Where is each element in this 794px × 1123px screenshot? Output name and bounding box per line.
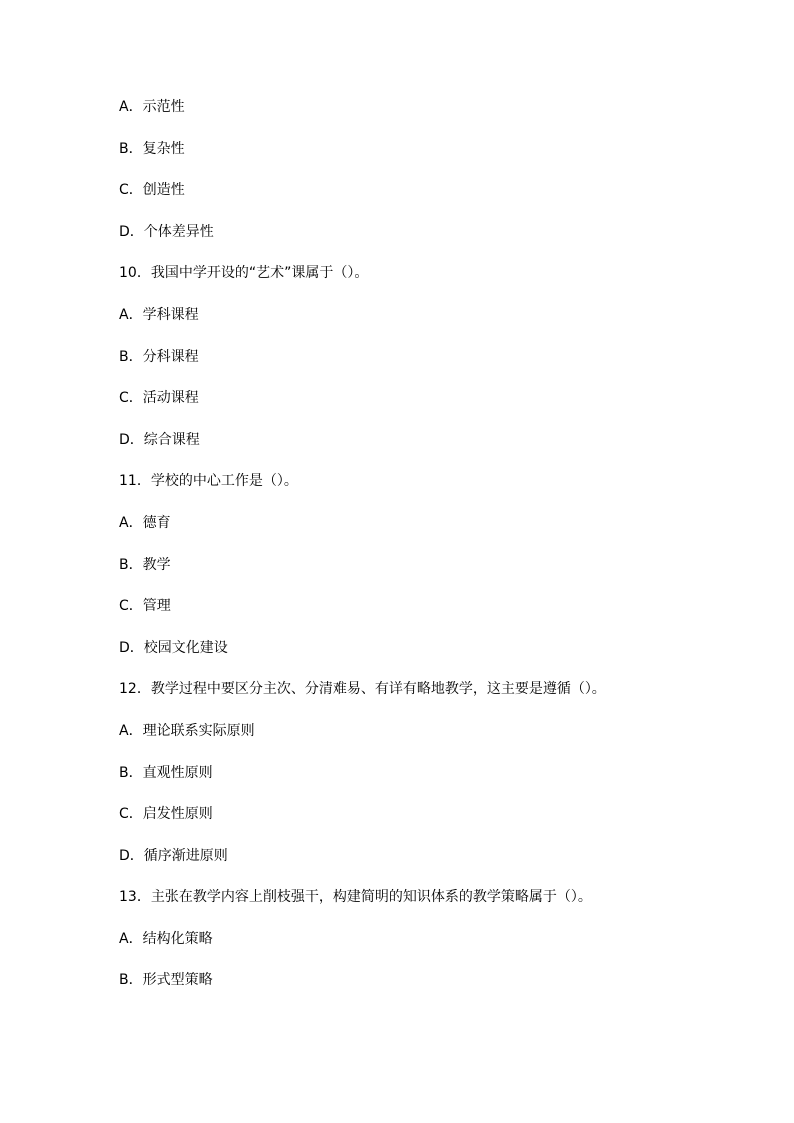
option-10d: D．综合课程 bbox=[119, 431, 200, 448]
option-9c: C．创造性 bbox=[119, 182, 185, 199]
question-12: 12．教学过程中要区分主次、分清难易、有详有略地教学，这主要是遵循（）。 bbox=[119, 681, 606, 698]
option-12b: B．直观性原则 bbox=[119, 764, 213, 781]
option-9b: B．复杂性 bbox=[119, 140, 185, 157]
option-11b: B．教学 bbox=[119, 556, 171, 573]
option-12d: D．循序渐进原则 bbox=[119, 847, 228, 864]
option-12a: A．理论联系实际原则 bbox=[119, 722, 255, 739]
question-11: 11．学校的中心工作是（）。 bbox=[119, 473, 298, 490]
question-13: 13．主张在教学内容上削枝强干，构建简明的知识体系的教学策略属于（）。 bbox=[119, 889, 592, 906]
option-12c: C．启发性原则 bbox=[119, 806, 213, 823]
question-10: 10．我国中学开设的“艺术”课属于（）。 bbox=[119, 265, 369, 282]
question-list bbox=[119, 97, 606, 1012]
option-13a: A．结构化策略 bbox=[119, 930, 213, 947]
option-11c: C．管理 bbox=[119, 598, 171, 615]
option-11a: A．德育 bbox=[119, 514, 171, 531]
option-10b: B．分科课程 bbox=[119, 348, 199, 365]
option-10a: A．学科课程 bbox=[119, 306, 199, 323]
option-9d: D．个体差异性 bbox=[119, 223, 214, 240]
option-13b: B．形式型策略 bbox=[119, 972, 213, 989]
option-9a: A．示范性 bbox=[119, 99, 185, 115]
option-11d: D．校园文化建设 bbox=[119, 639, 228, 656]
option-10c: C．活动课程 bbox=[119, 390, 199, 407]
